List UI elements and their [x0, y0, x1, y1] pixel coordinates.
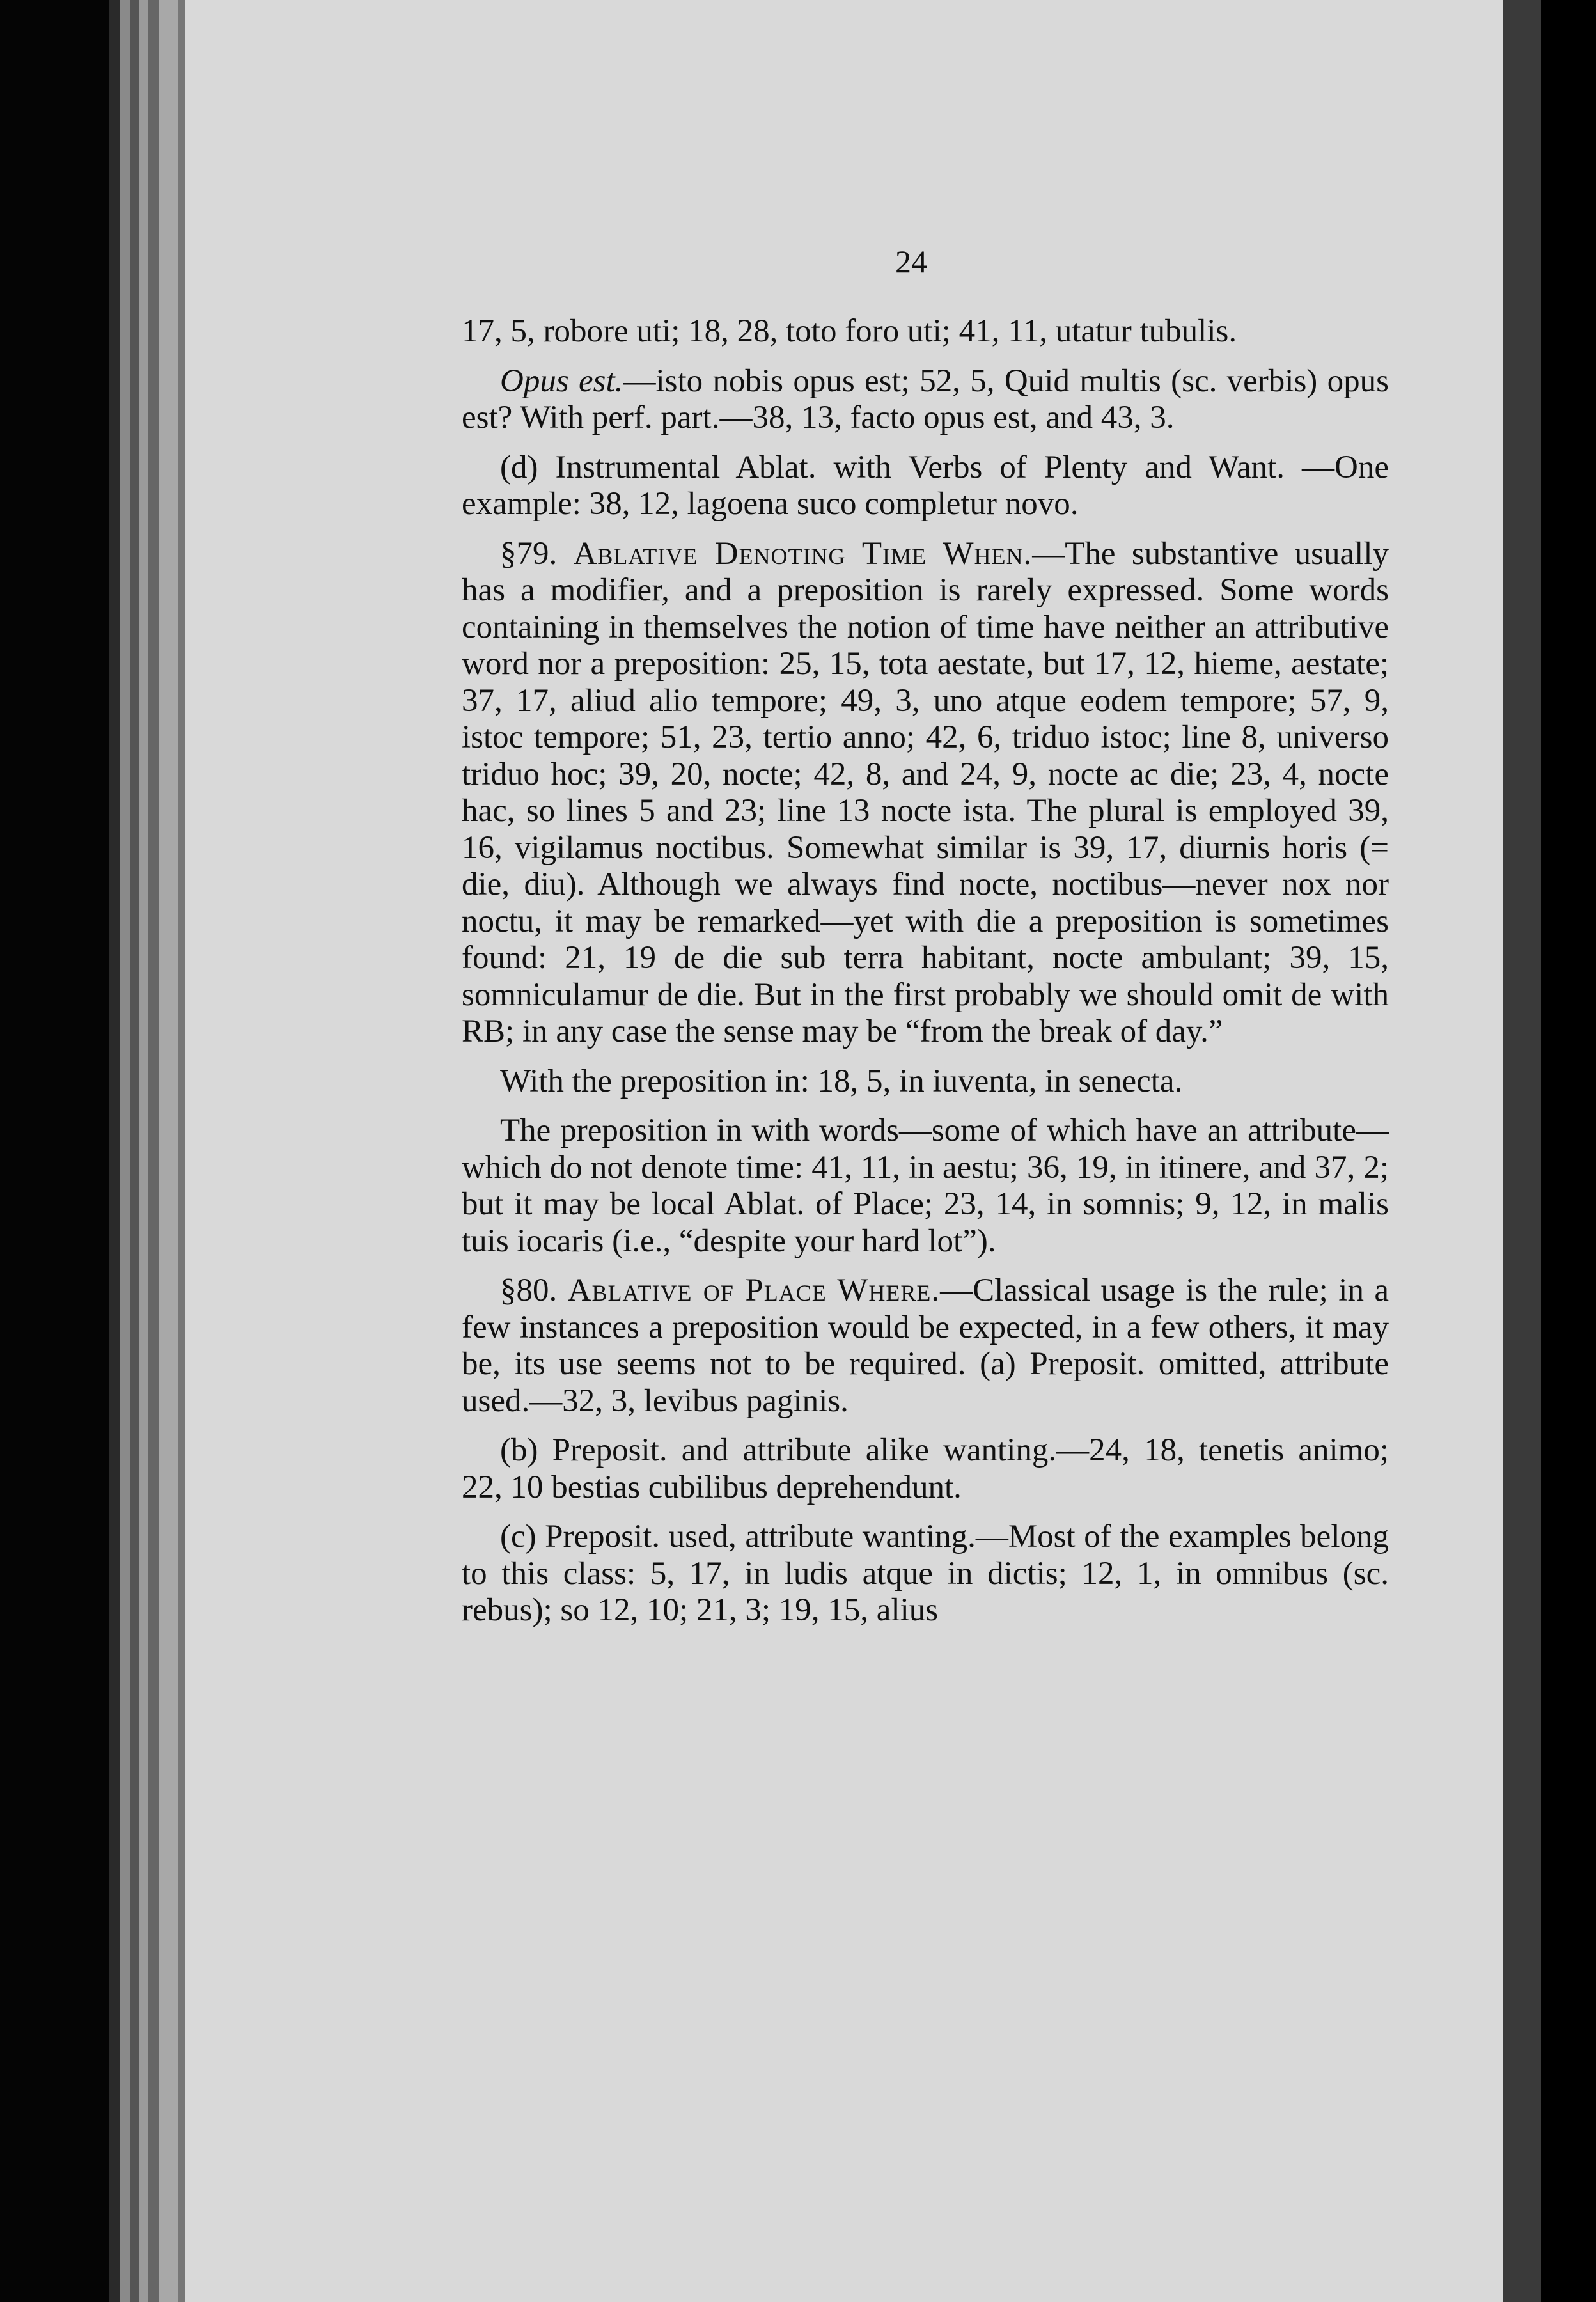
section-79 [462, 536, 1389, 1051]
right-margin-dark [1541, 0, 1596, 2302]
page-gutter-shadow [1503, 0, 1541, 2302]
page-number: 24 [895, 244, 927, 279]
section-80-heading: Ablative of Place Where. [567, 1272, 941, 1308]
paragraph-3: (d) Instrumental Ablat. with Verbs of Plenty and Want. —One example: 38, 12, lagoena suco completur novo. [462, 449, 1389, 522]
paragraph-2 [462, 363, 1389, 437]
paragraph-1: 17, 5, robore uti; 18, 28, toto foro uti; 41, 11, utatur tubulis. [462, 313, 1237, 349]
page-edge-stripe [139, 0, 148, 2302]
paragraph-8: (b) Preposit. and attribute alike wanting.—24, 18, tenetis animo; 22, 10 bestias cubilibus deprehendunt. [462, 1432, 1389, 1505]
page-edge-stripe [120, 0, 130, 2302]
paragraph-2-text: —isto nobis opus est; 52, 5, Quid multis (sc. verbis) opus est? With perf. part.—38, 13, facto opus est, and 43, 3. [462, 363, 1389, 435]
page-edge-stripe [130, 0, 139, 2302]
paragraph-6: The preposition in with words—some of which have an attribute—which do not denote time: 41, 11, in aestu; 36, 19, in itinere, and 37, 2; but it may be local Ablat. of Place; 23, 14, in somnis; 9, 12, in malis tuis iocaris (i.e., “despite your hard lot”). [462, 1113, 1389, 1259]
page-edge-stripe [148, 0, 159, 2302]
section-80-text: —Classical usage is the rule; in a few instances a preposition would be expected, in a few others, it may be, its use seems not to be required. (a) Preposit. omitted, attribute used.—32, 3, levibus paginis. [462, 1272, 1389, 1419]
section-80-number: §80. [500, 1272, 558, 1308]
section-80 [462, 1272, 1389, 1420]
section-79-text: —The substantive usually has a modifier, and a preposition is rarely expressed. Some words containing in themselves the notion of time have neither an attributive word nor a preposition: 25, 15, tota aestate, but 17, 12, hieme, aestate; 37, 17, aliud alio tempore; 49, 3, uno atque eodem tempore; 57, 9, istoc tempore; 51, 23, tertio anno; 42, 6, triduo istoc; line 8, universo triduo hoc; 39, 20, nocte; 42, 8, and 24, 9, nocte ac die; 23, 4, nocte hac, so lines 5 and 23; line 13 nocte ista. The plural is employed 39, 16, vigilamus noctibus. Somewhat similar is 39, 17, diurnis horis (= die, diu). Although we always find nocte, noctibus—never nox nor noctu, it may be remarked—yet with die a preposition is sometimes found: 21, 19 de die sub terra habitant, nocte ambulant; 39, 15, somniculamur de die. But in the first probably we should omit de with RB; in any case the sense may be “from the break of day.” [462, 535, 1389, 1049]
page-edge-stripe [178, 0, 185, 2302]
opus-est-lead: Opus est. [500, 363, 623, 399]
section-79-heading: Ablative Denoting Time When. [573, 535, 1033, 572]
section-79-number: §79. [500, 535, 558, 572]
page-body [462, 313, 1389, 1642]
paragraph-9: (c) Preposit. used, attribute wanting.—Most of the examples belong to this class: 5, 17, in ludis atque in dictis; 12, 1, in omnibus (sc. rebus); so 12, 10; 21, 3; 19, 15, alius [462, 1519, 1389, 1628]
paragraph-5: With the preposition in: 18, 5, in iuventa, in senecta. [500, 1063, 1183, 1099]
page-edge-stripe [159, 0, 178, 2302]
page-edge-stripe [109, 0, 120, 2302]
